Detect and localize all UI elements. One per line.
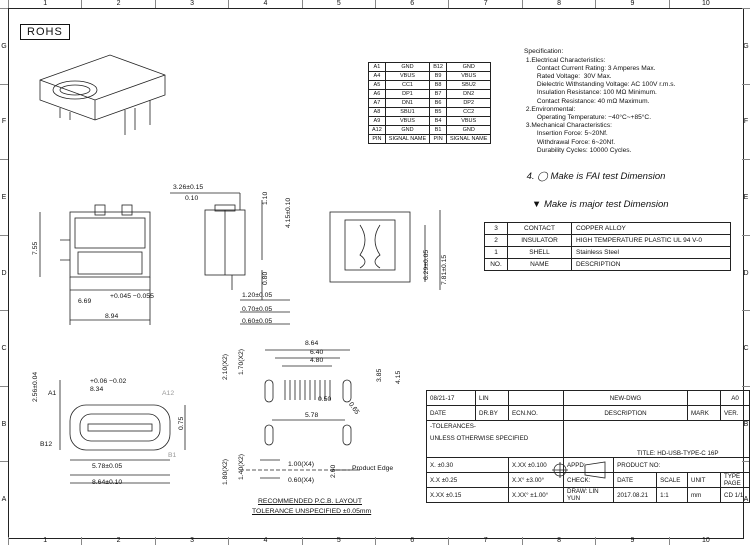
tb-xang: X.X° ±3.00° <box>509 473 564 488</box>
specification-block <box>524 32 675 218</box>
tb-v-scale: 1:1 <box>657 488 688 503</box>
tb-desc: NEW-DWG <box>564 391 688 406</box>
tb-by: LIN <box>476 391 509 406</box>
bom-row <box>485 223 731 235</box>
spec-line: 3.Mechanical Characteristics: <box>524 122 612 130</box>
zone-label: 10 <box>669 0 742 8</box>
tb-draw: DRAW: <box>567 488 588 495</box>
dim-0-60: 0.60±0.05 <box>242 318 273 325</box>
table-cell: PIN <box>369 135 386 144</box>
dim-1-10: 1.10 <box>262 191 269 205</box>
tb-tol1: -TOLERANCES- <box>430 423 476 430</box>
table-cell: HIGH TEMPERATURE PLASTIC UL 94 V-0 <box>572 235 731 247</box>
pin-header-row <box>369 135 491 144</box>
zone-label: D <box>742 235 750 311</box>
zone-label: 8 <box>522 0 595 8</box>
pin-row <box>369 81 491 90</box>
zone-label: 2 <box>81 0 154 8</box>
zone-label: B <box>0 386 8 462</box>
zone-label: 1 <box>8 537 81 545</box>
spec-line: Contact Current Rating: 3 Amperes Max. <box>524 64 656 72</box>
dim-4-80: 4.80 <box>310 357 324 364</box>
zone-label: 4 <box>228 537 301 545</box>
pin-row <box>369 108 491 117</box>
zone-label: G <box>0 8 8 84</box>
table-cell: CONTACT <box>508 223 572 235</box>
fai-note: 4. ◯ Make is FAI test Dimension <box>524 171 666 183</box>
pin-row <box>369 90 491 99</box>
spec-line: Specification: <box>524 48 564 56</box>
tb-drawer: LIN YUN <box>567 488 599 502</box>
pin-row <box>369 126 491 135</box>
dim-2-56: 2.56±0.04 <box>32 371 39 402</box>
zone-label: 5 <box>302 537 375 545</box>
table-cell: A1 <box>369 63 386 72</box>
dim-1-80: 1.80(X2) <box>222 458 229 485</box>
dim-8-34-tol: +0.06 −0.02 <box>90 378 127 385</box>
dim-8-94: 8.94 <box>105 313 119 320</box>
dim-1-00: 1.00(X4) <box>288 461 315 468</box>
tb-xxxx: X.XX ±0.100 <box>509 458 564 473</box>
table-cell: VBUS <box>446 117 490 126</box>
zone-label: E <box>0 159 8 235</box>
spec-line: 1.Electrical Characteristics: <box>524 56 606 64</box>
label-b12: B12 <box>40 441 53 448</box>
spec-lines <box>524 48 675 155</box>
tb-title: TITLE: HD-USB-TYPE-C 16P <box>637 450 719 457</box>
tb-h-unit: UNIT <box>688 473 721 488</box>
dim-5-78-pcb: 5.78 <box>305 412 319 419</box>
table-cell: DN1 <box>385 99 429 108</box>
tb-h-scale: SCALE <box>657 473 688 488</box>
table-cell: GND <box>385 126 429 135</box>
zone-label: 8 <box>522 537 595 545</box>
dim-6-40: 6.40 <box>310 349 324 356</box>
pin-row <box>369 72 491 81</box>
dim-1-40: 1.40(X2) <box>238 453 245 480</box>
spec-line: Withdrawal Force: 6~20Nf. <box>524 138 616 146</box>
label-a12: A12 <box>162 390 175 397</box>
table-cell: GND <box>385 63 429 72</box>
table-cell: A5 <box>369 81 386 90</box>
dim-7-55: 7.55 <box>32 241 39 255</box>
zone-label: 3 <box>155 537 228 545</box>
spec-line: Contact Resistance: 40 mΩ Maximum. <box>524 97 650 105</box>
zone-label: 7 <box>448 537 521 545</box>
pin-row <box>369 117 491 126</box>
tb-check: CHECK: <box>564 473 614 488</box>
table-cell: SBU1 <box>385 108 429 117</box>
table-cell: SIGNAL NAME <box>385 135 429 144</box>
table-cell: NAME <box>508 259 572 271</box>
table-cell: B12 <box>430 63 447 72</box>
major-note: ▼ Make is major test Dimension <box>524 198 669 210</box>
dim-2-10: 2.10(X2) <box>222 353 229 380</box>
table-cell: A8 <box>369 108 386 117</box>
dim-6-69-tol: +0.045 −0.055 <box>110 293 154 300</box>
zone-label: 5 <box>302 0 375 8</box>
table-cell: INSULATOR <box>508 235 572 247</box>
table-cell: SHELL <box>508 247 572 259</box>
zone-label: 4 <box>228 0 301 8</box>
dim-0-80: 0.80 <box>262 271 269 285</box>
dim-0-10: 0.10 <box>185 195 199 202</box>
zone-label: 1 <box>8 0 81 8</box>
tb-h-date: DATE <box>427 406 476 421</box>
tb-v-date: 2017.08.21 <box>614 488 657 503</box>
tb-h-date2: DATE <box>614 473 657 488</box>
table-cell: SIGNAL NAME <box>446 135 490 144</box>
tb-h-by: DR.BY <box>476 406 509 421</box>
table-cell: CC2 <box>446 108 490 117</box>
tb-xx-tol: X.X ±0.25 <box>427 473 509 488</box>
side-view <box>170 193 290 324</box>
zone-label: 2 <box>81 537 154 545</box>
bom-row <box>485 235 731 247</box>
table-cell: B7 <box>430 90 447 99</box>
dim-1-20: 1.20±0.05 <box>242 292 273 299</box>
table-cell: DP1 <box>385 90 429 99</box>
dim-7-81: 7.81±0.15 <box>441 254 448 285</box>
table-cell: A7 <box>369 99 386 108</box>
zone-label: A <box>0 461 8 537</box>
table-cell: Stainless Steel <box>572 247 731 259</box>
layout-title: RECOMMENDED P.C.B. LAYOUT <box>258 498 362 505</box>
dim-0-70: 0.70±0.05 <box>242 306 273 313</box>
dim-6-29: 6.29±0.05 <box>423 249 430 280</box>
zone-label: D <box>0 235 8 311</box>
tb-appd: APPD: <box>564 458 614 473</box>
tb-v-type: CD <box>724 491 733 499</box>
table-cell: A9 <box>369 117 386 126</box>
table-cell: B8 <box>430 81 447 90</box>
tb-h-ver: VER. <box>721 406 750 421</box>
dim-4-15-top: 4.15±0.10 <box>285 197 292 228</box>
tb-tol2: UNLESS OTHERWISE SPECIFIED <box>430 435 529 442</box>
table-cell: VBUS <box>446 72 490 81</box>
zone-label: E <box>742 159 750 235</box>
dim-0-50: 0.50 <box>318 396 332 403</box>
tb-v-page: 1/1 <box>734 491 744 499</box>
dim-2-60: 2.60 <box>330 464 337 478</box>
front-view <box>40 205 150 325</box>
layout-tolerance: TOLERANCE UNSPECIFIED ±0.05mm <box>252 508 372 515</box>
dim-3-85: 3.85 <box>376 368 383 382</box>
table-cell: COPPER ALLOY <box>572 223 731 235</box>
spec-line: 2.Environmental: <box>524 105 576 113</box>
zone-label: C <box>0 310 8 386</box>
spec-line: Dielectric Withstanding Voltage: AC 100V r.m.s. <box>524 81 676 89</box>
dim-0-60x: 0.60(X4) <box>288 477 315 484</box>
spec-line: Insertion Force: 5~20Nf. <box>524 130 608 138</box>
dim-0-65: 0.65 <box>346 401 361 416</box>
dim-3-26: 3.26±0.15 <box>173 184 204 191</box>
table-cell: A6 <box>369 90 386 99</box>
rohs-mark: ROHS <box>20 24 70 40</box>
zone-label: F <box>0 84 8 160</box>
zone-label: 6 <box>375 0 448 8</box>
zone-label: 7 <box>448 0 521 8</box>
table-cell: NO. <box>485 259 508 271</box>
tb-v-unit: mm <box>688 488 721 503</box>
spec-line: Operating Temperature: −40°C~+85°C. <box>524 114 652 122</box>
dim-6-69: 6.69 <box>78 298 92 305</box>
tb-h-desc: DESCRIPTION <box>564 406 688 421</box>
label-b1: B1 <box>168 452 177 459</box>
zone-label: A <box>742 461 750 537</box>
dim-8-34: 8.34 <box>90 386 104 393</box>
zone-label: 3 <box>155 0 228 8</box>
table-cell: B5 <box>430 108 447 117</box>
tb-xxx-tol: X.XX ±0.15 <box>427 488 509 503</box>
table-cell: 3 <box>485 223 508 235</box>
spec-line: Durability Cycles: 10000 Cycles. <box>524 146 632 154</box>
tb-h-page: PAGE <box>724 480 741 487</box>
zone-label: G <box>742 8 750 84</box>
dim-8-64: 8.64 <box>305 340 319 347</box>
table-cell: CC1 <box>385 81 429 90</box>
zone-label: 6 <box>375 537 448 545</box>
spec-line: Insulation Resistance: 100 MΩ Minimum. <box>524 89 657 97</box>
tb-xxang: X.XX° ±1.00° <box>509 488 564 503</box>
product-edge-label: Product Edge <box>352 465 394 472</box>
table-cell: B4 <box>430 117 447 126</box>
dim-0-75: 0.75 <box>178 416 185 430</box>
table-cell: VBUS <box>385 72 429 81</box>
table-cell: GND <box>446 126 490 135</box>
tb-h-mark: MARK <box>688 406 721 421</box>
table-cell: A4 <box>369 72 386 81</box>
tb-draw-cell <box>564 488 614 503</box>
table-cell: B1 <box>430 126 447 135</box>
isometric-connector-view <box>40 55 165 135</box>
table-cell: 2 <box>485 235 508 247</box>
tb-prod: PRODUCT NO: <box>614 458 750 473</box>
table-cell: DN2 <box>446 90 490 99</box>
tb-date: 08/21-17 <box>427 391 476 406</box>
table-cell: DESCRIPTION <box>572 259 731 271</box>
pin-row <box>369 99 491 108</box>
title-block <box>426 390 750 503</box>
zone-label: 9 <box>595 537 668 545</box>
spec-line: Rated Voltage: 30V Max. <box>524 73 612 81</box>
label-a1: A1 <box>48 390 57 397</box>
bom-header-row <box>485 259 731 271</box>
table-cell: 1 <box>485 247 508 259</box>
table-cell: B9 <box>430 72 447 81</box>
table-cell: DP2 <box>446 99 490 108</box>
zone-label: 9 <box>595 0 668 8</box>
tb-v-type-page <box>721 488 750 503</box>
pin-assignment-table <box>368 62 491 144</box>
tb-x-tol: X. ±0.30 <box>427 458 509 473</box>
tb-h-ecn: ECN.NO. <box>509 406 564 421</box>
table-cell: SBU2 <box>446 81 490 90</box>
zone-label: C <box>742 310 750 386</box>
tb-h-type: TYPE <box>724 473 741 480</box>
pcb-layout-view <box>240 350 360 478</box>
dim-1-70: 1.70(X2) <box>238 348 245 375</box>
zone-label: F <box>742 84 750 160</box>
zone-label: 10 <box>669 537 742 545</box>
table-cell: PIN <box>430 135 447 144</box>
table-cell: B6 <box>430 99 447 108</box>
tb-h-type-page <box>721 473 750 488</box>
tb-ver: A0 <box>721 391 750 406</box>
bill-of-materials <box>484 222 731 271</box>
table-cell: GND <box>446 63 490 72</box>
zone-label: B <box>742 386 750 462</box>
dim-8-64-bottom: 8.64±0.10 <box>92 479 123 486</box>
table-cell: A12 <box>369 126 386 135</box>
pin-row <box>369 63 491 72</box>
dim-4-15: 4.15 <box>395 370 402 384</box>
dim-5-78: 5.78±0.05 <box>92 463 123 470</box>
bom-row <box>485 247 731 259</box>
table-cell: VBUS <box>385 117 429 126</box>
